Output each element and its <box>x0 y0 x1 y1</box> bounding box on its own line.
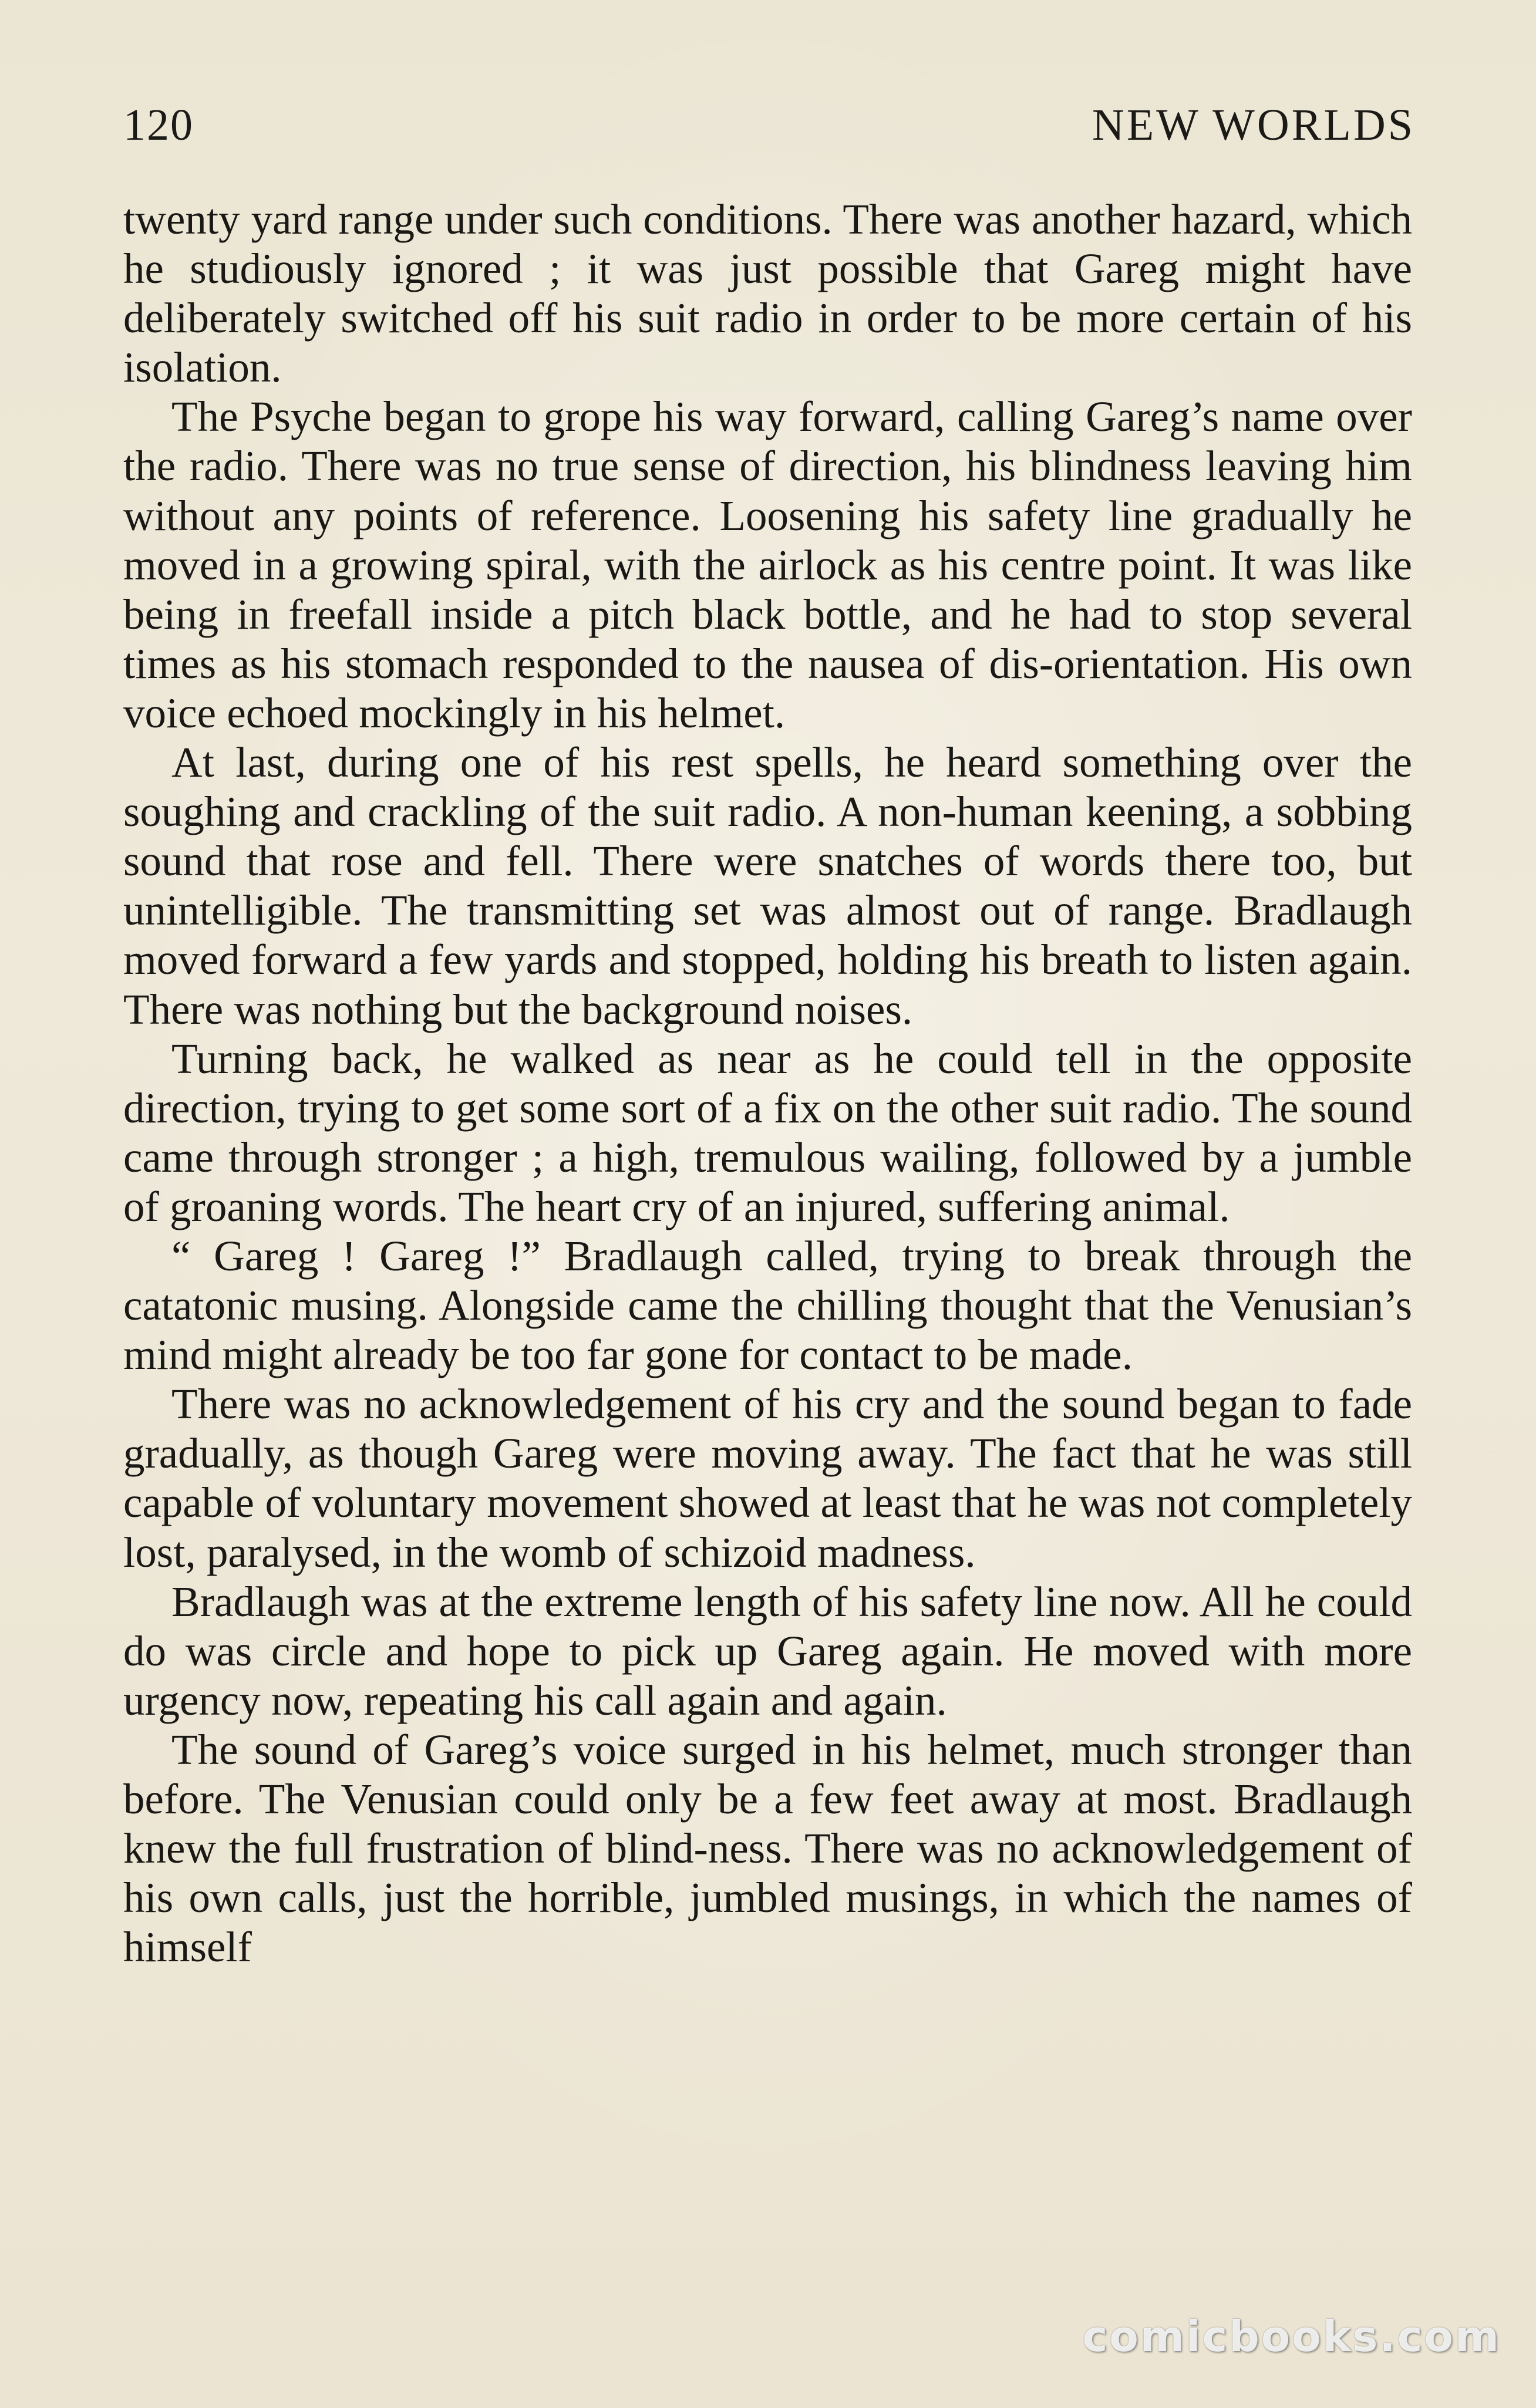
page-number: 120 <box>123 100 194 150</box>
paragraph: The Psyche began to grope his way forward, calling Gareg’s name over the radio. There was no true sense of direction, his blindness leaving him without any points of reference. Loosening his safety line gradually he moved in a growing spiral, with the airlock as his centre point. It was like being in freefall inside a pitch black bottle, and he had to stop several times as his stomach responded to the nausea of dis-orientation. His own voice echoed mockingly in his helmet. <box>123 393 1412 737</box>
paragraph: twenty yard range under such conditions. There was another hazard, which he studiously ignored ; it was just possible that Gareg might have deliberately switched off his suit radio in order to be more certain of his isolation. <box>123 195 1412 392</box>
paragraph: There was no acknowledgement of his cry and the sound began to fade gradually, as though Gareg were moving away. The fact that he was still capable of voluntary movement showed at least that he was not completely lost, paralysed, in the womb of schizoid madness. <box>123 1380 1412 1576</box>
paragraph: The sound of Gareg’s voice surged in his helmet, much stronger than before. The Venusian could only be a few feet away at most. Bradlaugh knew the full frustration of blind-ness. There was no acknowledgement of his own calls, just the horrible, jumbled musings, in which the names of himself <box>123 1725 1412 1971</box>
paragraph: “ Gareg ! Gareg !” Bradlaugh called, trying to break through the catatonic musing. Alongside came the chilling thought that the Venusian’s mind might already be too far gone for contact to be made. <box>123 1232 1412 1379</box>
paragraph: At last, during one of his rest spells, he heard something over the soughing and crackling of the suit radio. A non-human keening, a sobbing sound that rose and fell. There were snatches of words there too, but unintelligible. The transmitting set was almost out of range. Bradlaugh moved forward a few yards and stopped, holding his breath to listen again. There was nothing but the background noises. <box>123 738 1412 1033</box>
body-text <box>123 195 1412 1972</box>
page-header <box>123 100 1415 164</box>
watermark: comicbooks.com <box>1082 2312 1501 2361</box>
paragraph: Bradlaugh was at the extreme length of his safety line now. All he could do was circle and hope to pick up Gareg again. He moved with more urgency now, repeating his call again and again. <box>123 1577 1412 1724</box>
paragraph: Turning back, he walked as near as he could tell in the opposite direction, trying to get some sort of a fix on the other suit radio. The sound came through stronger ; a high, tremulous wailing, followed by a jumble of groaning words. The heart cry of an injured, suffering animal. <box>123 1034 1412 1230</box>
running-head: NEW WORLDS <box>1092 100 1415 150</box>
